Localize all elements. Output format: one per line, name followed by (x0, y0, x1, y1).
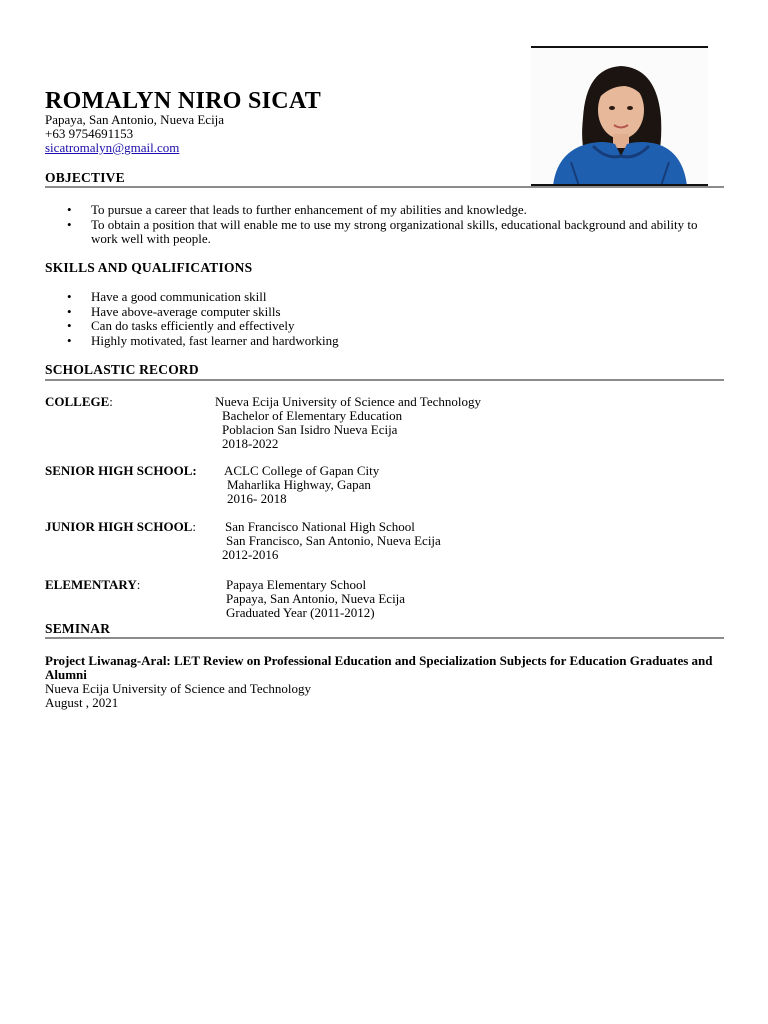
list-item: • Have a good communication skill (45, 290, 725, 305)
elementary-label: ELEMENTARY: (45, 577, 141, 592)
college-label: COLLEGE: (45, 394, 113, 409)
seminar-divider (45, 637, 724, 639)
senior-high-label: SENIOR HIGH SCHOOL: (45, 463, 197, 478)
list-item: • Can do tasks efficiently and effectively (45, 319, 725, 334)
phone-number: +63 9754691153 (45, 126, 134, 141)
list-item: • Have above-average computer skills (45, 305, 725, 320)
scholastic-heading: SCHOLASTIC RECORD (45, 362, 199, 377)
list-item: • To pursue a career that leads to further enhancement of my abilities and knowledge. (45, 203, 725, 218)
seminar-date: August , 2021 (45, 695, 119, 710)
seminar-heading: SEMINAR (45, 621, 111, 636)
elementary-years: Graduated Year (2011-2012) (226, 605, 375, 620)
scholastic-divider (45, 379, 724, 381)
address: Papaya, San Antonio, Nueva Ecija (45, 112, 225, 127)
portrait-image (531, 48, 708, 186)
senior-high-location: Maharlika Highway, Gapan (227, 477, 371, 492)
list-item: • To obtain a position that will enable me to use my strong organizational skills, educational background and ability to work well with people. (45, 218, 725, 247)
email-link[interactable]: sicatromalyn@gmail.com (45, 140, 180, 155)
objective-heading: OBJECTIVE (45, 170, 125, 185)
seminar-name: Project Liwanag-Aral: LET Review on Professional Education and Specialization Subjects for Education Graduates and Alumni (45, 653, 713, 682)
applicant-photo (531, 46, 708, 186)
contact-block (45, 113, 224, 155)
college-years: 2018-2022 (222, 436, 279, 451)
junior-high-details (222, 519, 441, 562)
elementary-details (226, 578, 405, 620)
objective-divider (45, 186, 724, 188)
junior-high-years: 2012-2016 (222, 547, 279, 562)
elementary-school: Papaya Elementary School (226, 577, 367, 592)
senior-high-school: ACLC College of Gapan City (224, 463, 380, 478)
elementary-location: Papaya, San Antonio, Nueva Ecija (226, 591, 406, 606)
applicant-name: ROMALYN NIRO SICAT (45, 88, 322, 114)
seminar-entry (45, 654, 735, 710)
college-school: Nueva Ecija University of Science and Technology (215, 394, 481, 409)
junior-high-school: San Francisco National High School (225, 519, 415, 534)
senior-high-years: 2016- 2018 (227, 491, 287, 506)
skills-list (45, 290, 725, 348)
college-details (215, 395, 481, 451)
list-item: • Highly motivated, fast learner and hardworking (45, 334, 725, 349)
junior-high-location: San Francisco, San Antonio, Nueva Ecija (226, 533, 441, 548)
senior-high-details (224, 464, 379, 506)
skills-heading: SKILLS AND QUALIFICATIONS (45, 260, 253, 275)
seminar-institution: Nueva Ecija University of Science and Technology (45, 681, 311, 696)
college-location: Poblacion San Isidro Nueva Ecija (222, 422, 398, 437)
objective-list (45, 203, 725, 247)
college-course: Bachelor of Elementary Education (222, 408, 403, 423)
junior-high-label: JUNIOR HIGH SCHOOL: (45, 519, 196, 534)
